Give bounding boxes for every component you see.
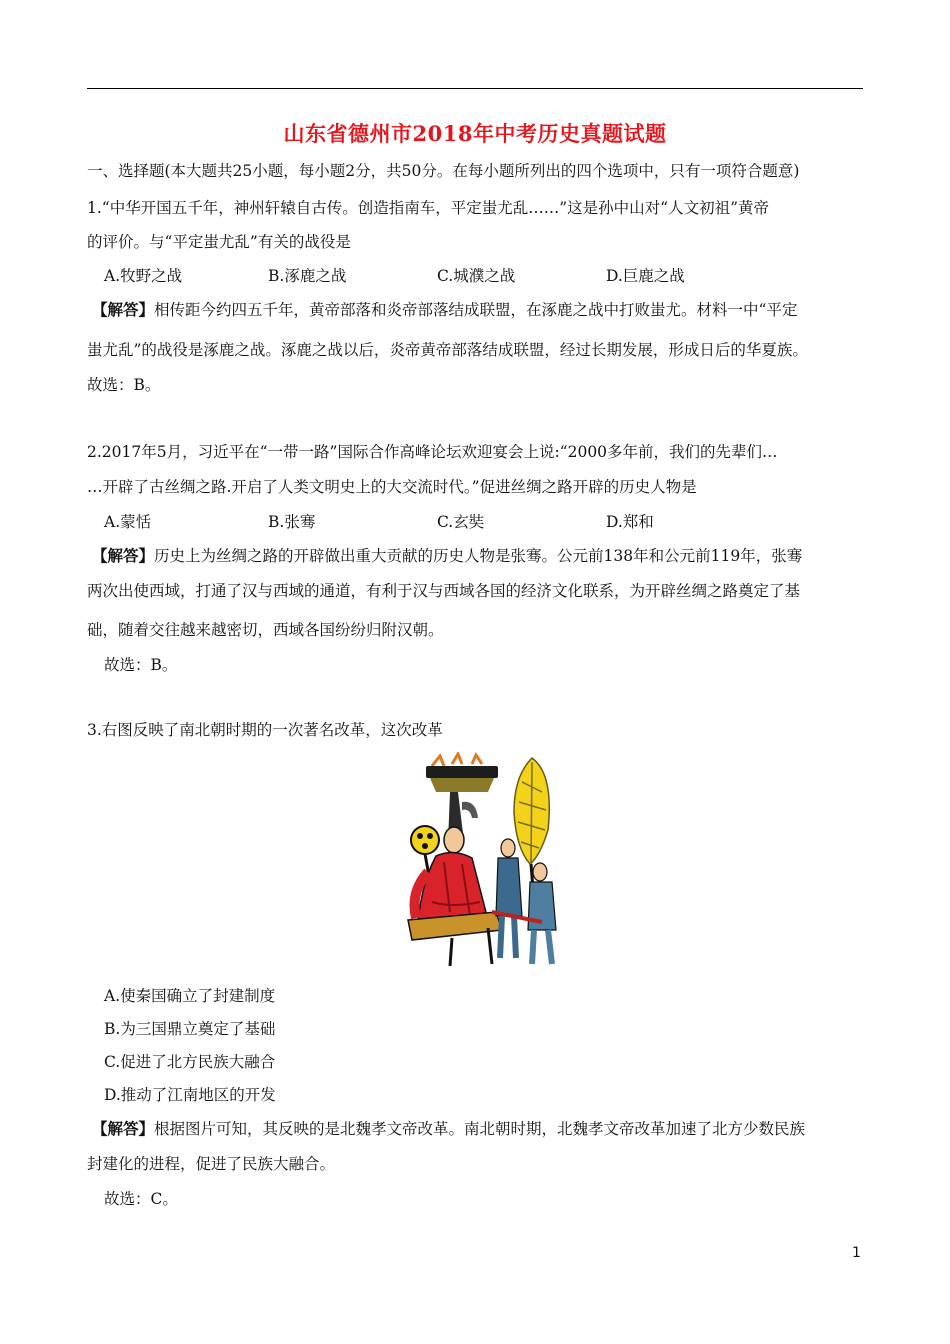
q2-stem-line1: 2.2017年5月，习近平在“一带一路”国际合作高峰论坛欢迎宴会上说:“2000多年前，我们的先辈们…	[87, 443, 778, 461]
q3-option-b: B.为三国鼎立奠定了基础	[104, 1020, 276, 1038]
q1-option-b: B.涿鹿之战	[268, 267, 347, 285]
q1-option-a: A.牧野之战	[104, 267, 183, 285]
q1-answer-line2: 蚩尤乱”的战役是涿鹿之战。涿鹿之战以后，炎帝黄帝部落结成联盟，经过长期发展，形成日后的华夏族。	[87, 341, 808, 359]
q3-answer-text1: 根据图片可知，其反映的是北魏孝文帝改革。南北朝时期，北魏孝文帝改革加速了北方少数民族	[154, 1120, 806, 1138]
header-rule	[87, 88, 863, 89]
q3-answer-tag: 【解答】	[92, 1119, 155, 1138]
q1-answer-line1	[92, 299, 797, 321]
q2-answer-text1: 历史上为丝绸之路的开辟做出重大贡献的历史人物是张骞。公元前138年和公元前119年，张骞	[154, 547, 803, 565]
q1-answer-line3: 故选：B。	[87, 376, 161, 394]
q3-answer-line2: 封建化的进程，促进了民族大融合。	[87, 1155, 336, 1173]
q2-answer-line2: 两次出使西域，打通了汉与西域的通道，有利于汉与西域各国的经济文化联系，为开辟丝绸之路奠定了基	[87, 582, 801, 600]
page-number: 1	[852, 1245, 861, 1261]
q1-answer-text1: 相传距今约四五千年，黄帝部落和炎帝部落结成联盟，在涿鹿之战中打败蚩尤。材料一中“平定	[154, 301, 798, 319]
q3-stem-line1: 3.右图反映了南北朝时期的一次著名改革，这次改革	[87, 721, 443, 739]
q2-stem-line2: …开辟了古丝绸之路.开启了人类文明史上的大交流时代。”促进丝绸之路开辟的历史人物是	[87, 478, 697, 496]
q2-answer-tag: 【解答】	[92, 546, 155, 565]
q3-option-a: A.使秦国确立了封建制度	[104, 987, 276, 1005]
q3-option-c: C.促进了北方民族大融合	[104, 1053, 276, 1071]
q1-stem-line2: 的评价。与“平定蚩尤乱”有关的战役是	[87, 233, 351, 251]
q1-stem-line1: 1.“中华开国五千年，神州轩辕自古传。创造指南车，平定蚩尤乱……”这是孙中山对“人文初祖”黄帝	[87, 199, 769, 217]
q2-answer-line4: 故选：B。	[104, 656, 178, 674]
q2-answer-line3: 础，随着交往越来越密切，西域各国纷纷归附汉朝。	[87, 621, 444, 639]
q3-option-d: D.推动了江南地区的开发	[104, 1086, 276, 1104]
q2-answer-line1	[92, 545, 802, 567]
q2-option-b: B.张骞	[268, 513, 316, 531]
reform-illustration	[392, 752, 572, 970]
q1-option-c: C.城濮之战	[437, 267, 516, 285]
q1-answer-tag: 【解答】	[92, 300, 155, 319]
section-heading: 一、选择题(本大题共25小题，每小题2分，共50分。在每小题所列出的四个选项中，只有一项符合题意)	[87, 162, 800, 180]
q2-option-a: A.蒙恬	[104, 513, 152, 531]
q2-option-d: D.郑和	[606, 513, 654, 531]
q3-answer-line1	[92, 1118, 805, 1140]
q1-option-d: D.巨鹿之战	[606, 267, 685, 285]
page-title: 山东省德州市2018年中考历史真题试题	[283, 121, 667, 146]
q2-option-c: C.玄奘	[437, 513, 485, 531]
q3-answer-line3: 故选：C。	[104, 1190, 178, 1208]
